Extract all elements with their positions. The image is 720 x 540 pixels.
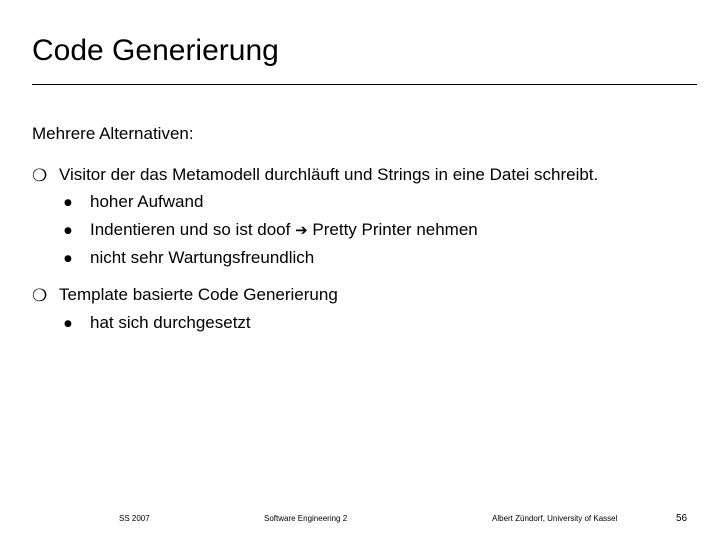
arrow-right-icon: ➔ [295,221,308,239]
intro-text: Mehrere Alternativen: [32,124,194,143]
filled-bullet-icon: ● [64,319,72,329]
sub-list-item-text: Pretty Printer nehmen [307,220,478,239]
slide-title: Code Generierung [32,34,279,67]
hollow-bullet-icon: ❍ [32,166,48,186]
sub-list-item: nicht sehr Wartungsfreundlich [90,248,315,267]
sub-list-item: hoher Aufwand [90,192,204,211]
filled-bullet-icon: ● [64,254,72,264]
list-item: Visitor der das Metamodell durchläuft und Strings in eine Datei schreibt. [59,165,599,184]
footer-author: Albert Zündorf, University of Kassel [492,514,618,523]
footer-semester: SS 2007 [119,514,150,523]
hollow-bullet-icon: ❍ [32,286,48,306]
list-item: Template basierte Code Generierung [59,285,338,304]
filled-bullet-icon: ● [64,198,72,208]
sub-list-item-text: Indentieren und so ist doof [90,220,296,239]
sub-list-item: hat sich durchgesetzt [90,313,251,332]
page-number: 56 [676,513,688,524]
footer-course: Software Engineering 2 [264,514,348,523]
sub-list-item [90,219,478,241]
title-divider [32,84,697,85]
filled-bullet-icon: ● [64,226,72,236]
